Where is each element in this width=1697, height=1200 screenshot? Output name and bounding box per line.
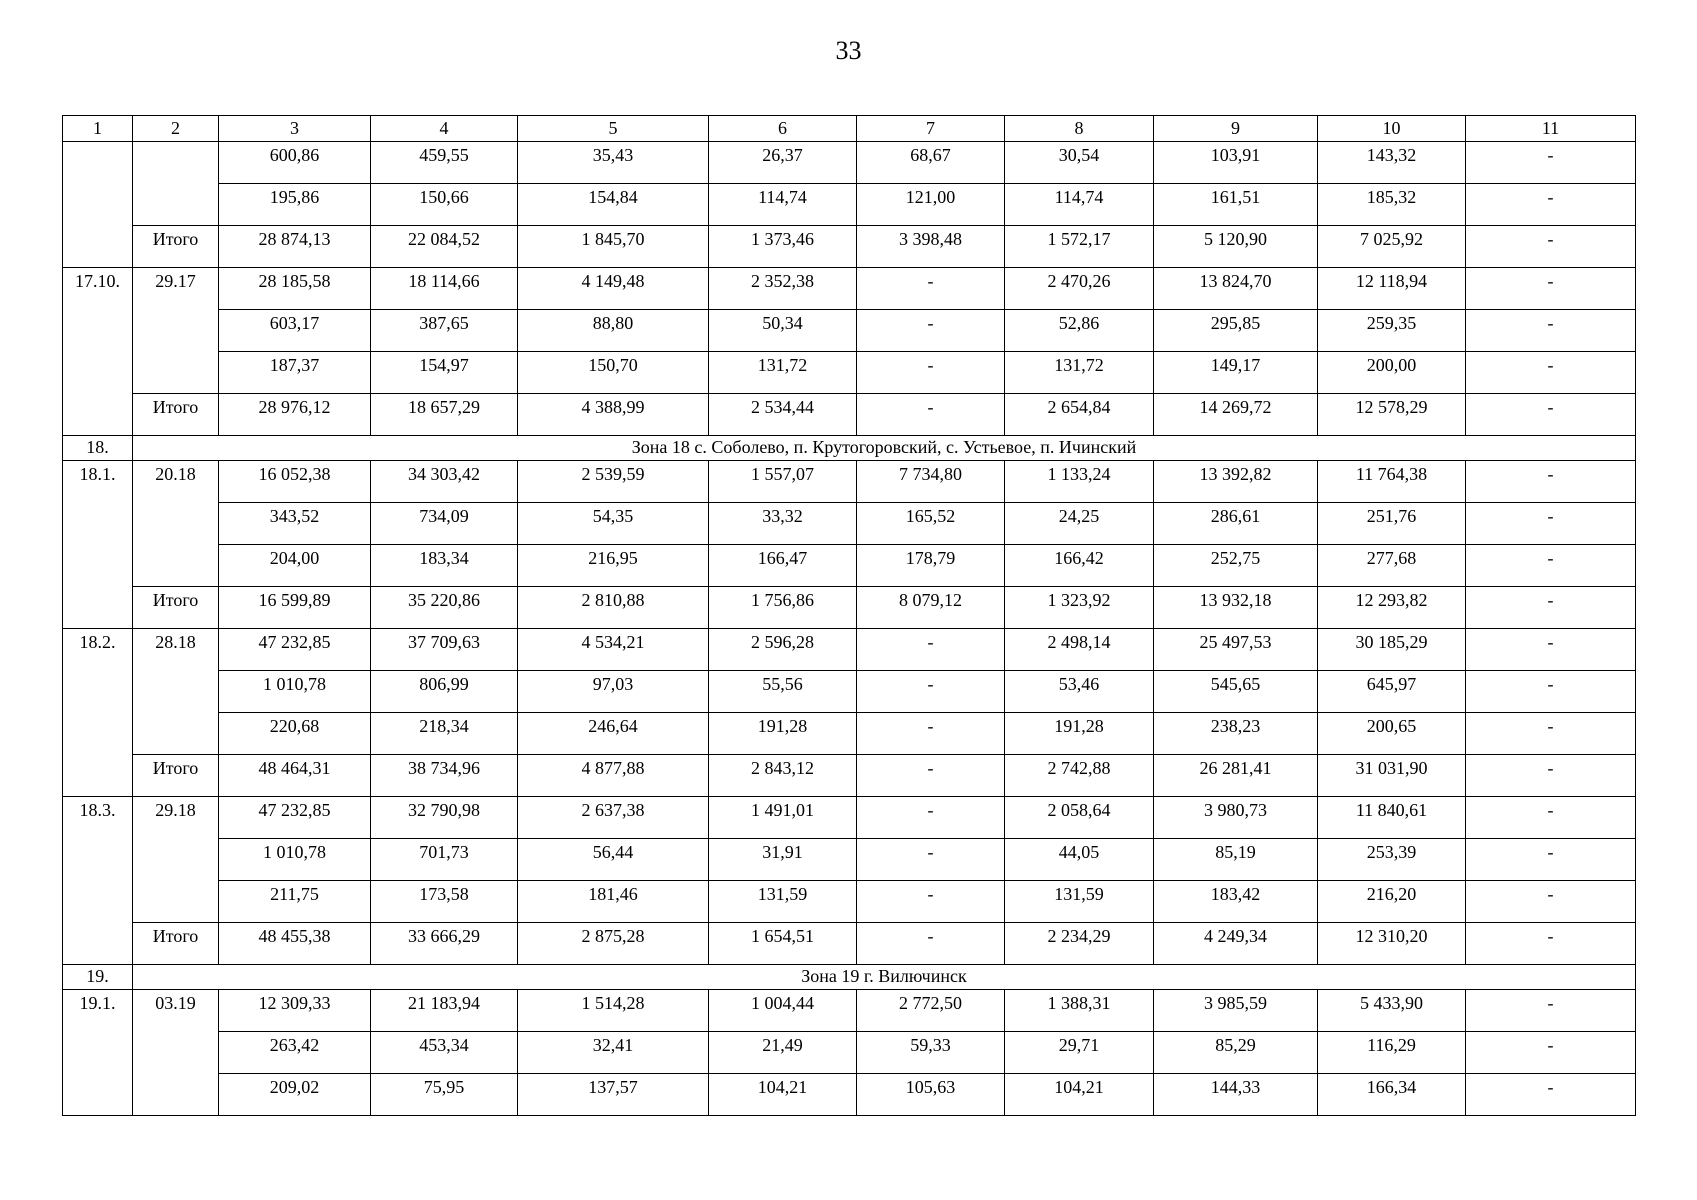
table-body: [63, 142, 1636, 1116]
table-cell: 143,32: [1318, 142, 1466, 184]
total-label: Итого: [133, 755, 219, 797]
table-cell: -: [1466, 394, 1636, 436]
table-cell: 2 498,14: [1005, 629, 1154, 671]
table-cell: 2 470,26: [1005, 268, 1154, 310]
table-cell: 600,86: [219, 142, 371, 184]
table-cell: 44,05: [1005, 839, 1154, 881]
table-cell: 183,34: [371, 545, 518, 587]
table-cell: -: [1466, 226, 1636, 268]
table-cell: 18 114,66: [371, 268, 518, 310]
table-cell: 187,37: [219, 352, 371, 394]
table-cell: 16 599,89: [219, 587, 371, 629]
table-cell: 131,59: [1005, 881, 1154, 923]
table-cell: 150,70: [518, 352, 709, 394]
table-cell: -: [1466, 461, 1636, 503]
item-code: 29.18: [133, 797, 219, 923]
table-cell: 11 764,38: [1318, 461, 1466, 503]
table-cell: 2 596,28: [709, 629, 857, 671]
table-cell: 204,00: [219, 545, 371, 587]
item-number: [63, 142, 133, 268]
table-cell: 32 790,98: [371, 797, 518, 839]
table-cell: 165,52: [857, 503, 1005, 545]
table-cell: -: [1466, 629, 1636, 671]
item-number: 19.1.: [63, 990, 133, 1116]
table-cell: 144,33: [1154, 1074, 1318, 1116]
table-cell: 387,65: [371, 310, 518, 352]
table-cell: 21 183,94: [371, 990, 518, 1032]
total-label: Итого: [133, 923, 219, 965]
table-cell: 166,42: [1005, 545, 1154, 587]
item-code: 28.18: [133, 629, 219, 755]
table-cell: 103,91: [1154, 142, 1318, 184]
zone-title: Зона 19 г. Вилючинск: [133, 965, 1636, 990]
table-cell: 1 514,28: [518, 990, 709, 1032]
table-cell: -: [857, 713, 1005, 755]
column-header: 4: [371, 116, 518, 142]
table-row: [63, 713, 1636, 755]
table-cell: -: [857, 881, 1005, 923]
table-cell: 105,63: [857, 1074, 1005, 1116]
table-cell: 2 539,59: [518, 461, 709, 503]
table-cell: 173,58: [371, 881, 518, 923]
table-cell: 806,99: [371, 671, 518, 713]
table-row: [63, 1074, 1636, 1116]
table-cell: 3 980,73: [1154, 797, 1318, 839]
table-cell: 54,35: [518, 503, 709, 545]
table-cell: -: [857, 268, 1005, 310]
table-cell: 343,52: [219, 503, 371, 545]
table-cell: -: [1466, 1074, 1636, 1116]
table-cell: 75,95: [371, 1074, 518, 1116]
table-cell: 47 232,85: [219, 797, 371, 839]
item-number: 18.3.: [63, 797, 133, 965]
zone-row: [63, 436, 1636, 461]
table-cell: 14 269,72: [1154, 394, 1318, 436]
table-cell: 33 666,29: [371, 923, 518, 965]
table-row: [63, 755, 1636, 797]
table-cell: 11 840,61: [1318, 797, 1466, 839]
table-cell: 191,28: [709, 713, 857, 755]
table-cell: 28 976,12: [219, 394, 371, 436]
column-header: 9: [1154, 116, 1318, 142]
item-code: 29.17: [133, 268, 219, 394]
table-cell: -: [1466, 839, 1636, 881]
table-row: [63, 184, 1636, 226]
table-cell: 1 845,70: [518, 226, 709, 268]
table-cell: 21,49: [709, 1032, 857, 1074]
table-cell: 259,35: [1318, 310, 1466, 352]
table-row: [63, 503, 1636, 545]
table-cell: 545,65: [1154, 671, 1318, 713]
table-cell: 131,59: [709, 881, 857, 923]
table-cell: -: [1466, 797, 1636, 839]
table-row: [63, 268, 1636, 310]
table-cell: 1 557,07: [709, 461, 857, 503]
table-cell: 251,76: [1318, 503, 1466, 545]
table-cell: 29,71: [1005, 1032, 1154, 1074]
table-cell: 38 734,96: [371, 755, 518, 797]
table-cell: 55,56: [709, 671, 857, 713]
table-cell: 216,20: [1318, 881, 1466, 923]
table-cell: 114,74: [1005, 184, 1154, 226]
table-cell: -: [857, 797, 1005, 839]
table-cell: 33,32: [709, 503, 857, 545]
table-cell: 195,86: [219, 184, 371, 226]
table-cell: 4 249,34: [1154, 923, 1318, 965]
table-cell: 246,64: [518, 713, 709, 755]
table-cell: 114,74: [709, 184, 857, 226]
table-cell: 12 309,33: [219, 990, 371, 1032]
table-cell: -: [857, 839, 1005, 881]
table-cell: 35,43: [518, 142, 709, 184]
table-cell: 277,68: [1318, 545, 1466, 587]
table-cell: 295,85: [1154, 310, 1318, 352]
table-cell: 1 010,78: [219, 671, 371, 713]
table-cell: 453,34: [371, 1032, 518, 1074]
table-cell: 22 084,52: [371, 226, 518, 268]
table-cell: 7 025,92: [1318, 226, 1466, 268]
table-cell: 8 079,12: [857, 587, 1005, 629]
table-cell: 31 031,90: [1318, 755, 1466, 797]
table-cell: -: [1466, 923, 1636, 965]
table-cell: 238,23: [1154, 713, 1318, 755]
table-row: [63, 923, 1636, 965]
table-cell: 31,91: [709, 839, 857, 881]
table-cell: 166,34: [1318, 1074, 1466, 1116]
column-header: 1: [63, 116, 133, 142]
table-cell: 253,39: [1318, 839, 1466, 881]
table-cell: 154,84: [518, 184, 709, 226]
table-row: [63, 226, 1636, 268]
column-header: 3: [219, 116, 371, 142]
table-cell: -: [857, 352, 1005, 394]
table-cell: 286,61: [1154, 503, 1318, 545]
table-cell: 5 120,90: [1154, 226, 1318, 268]
table-cell: 1 491,01: [709, 797, 857, 839]
table-cell: 4 149,48: [518, 268, 709, 310]
table-cell: 104,21: [709, 1074, 857, 1116]
table-cell: 1 010,78: [219, 839, 371, 881]
table-cell: 53,46: [1005, 671, 1154, 713]
table-cell: 218,34: [371, 713, 518, 755]
table-cell: 149,17: [1154, 352, 1318, 394]
zone-number: 18.: [63, 436, 133, 461]
column-header: 8: [1005, 116, 1154, 142]
table-cell: -: [1466, 587, 1636, 629]
table-cell: 47 232,85: [219, 629, 371, 671]
table-cell: 2 875,28: [518, 923, 709, 965]
item-code: 03.19: [133, 990, 219, 1116]
column-header: 11: [1466, 116, 1636, 142]
table-row: [63, 629, 1636, 671]
table-cell: -: [1466, 503, 1636, 545]
table-cell: 154,97: [371, 352, 518, 394]
item-code: [133, 142, 219, 226]
table-cell: -: [1466, 268, 1636, 310]
table-cell: 18 657,29: [371, 394, 518, 436]
table-cell: 1 004,44: [709, 990, 857, 1032]
table-cell: 220,68: [219, 713, 371, 755]
table-cell: 104,21: [1005, 1074, 1154, 1116]
table-cell: 50,34: [709, 310, 857, 352]
table-cell: -: [1466, 990, 1636, 1032]
total-label: Итого: [133, 587, 219, 629]
table-cell: 137,57: [518, 1074, 709, 1116]
table-cell: 1 373,46: [709, 226, 857, 268]
table-cell: 12 578,29: [1318, 394, 1466, 436]
tariff-table: [62, 115, 1636, 1116]
table-cell: -: [1466, 310, 1636, 352]
zone-title: Зона 18 с. Соболево, п. Крутогоровский, с. Устьевое, п. Ичинский: [133, 436, 1636, 461]
table-row: [63, 671, 1636, 713]
table-cell: -: [1466, 545, 1636, 587]
table-cell: 16 052,38: [219, 461, 371, 503]
table-cell: -: [1466, 671, 1636, 713]
item-number: 18.1.: [63, 461, 133, 629]
table-cell: 131,72: [709, 352, 857, 394]
table-cell: -: [1466, 184, 1636, 226]
table-row: [63, 839, 1636, 881]
page-number: 33: [835, 36, 862, 65]
table-cell: 200,00: [1318, 352, 1466, 394]
table-cell: 4 877,88: [518, 755, 709, 797]
table-cell: 48 464,31: [219, 755, 371, 797]
table-row: [63, 990, 1636, 1032]
table-cell: 59,33: [857, 1032, 1005, 1074]
table-cell: 3 985,59: [1154, 990, 1318, 1032]
table-cell: -: [1466, 713, 1636, 755]
column-header: 6: [709, 116, 857, 142]
table-cell: 13 932,18: [1154, 587, 1318, 629]
table-cell: 85,19: [1154, 839, 1318, 881]
table-cell: 2 637,38: [518, 797, 709, 839]
table-row: [63, 797, 1636, 839]
table-cell: 12 118,94: [1318, 268, 1466, 310]
table-cell: 178,79: [857, 545, 1005, 587]
table-cell: 2 843,12: [709, 755, 857, 797]
table-cell: 28 874,13: [219, 226, 371, 268]
table-row: [63, 461, 1636, 503]
table-cell: 1 133,24: [1005, 461, 1154, 503]
table-cell: 216,95: [518, 545, 709, 587]
table-cell: 3 398,48: [857, 226, 1005, 268]
table-cell: 88,80: [518, 310, 709, 352]
table-cell: 263,42: [219, 1032, 371, 1074]
table-cell: 32,41: [518, 1032, 709, 1074]
table-cell: 4 534,21: [518, 629, 709, 671]
column-header: 2: [133, 116, 219, 142]
table-cell: 37 709,63: [371, 629, 518, 671]
table-cell: 185,32: [1318, 184, 1466, 226]
column-header-row: [63, 116, 1636, 142]
table-cell: 1 388,31: [1005, 990, 1154, 1032]
table-cell: 12 293,82: [1318, 587, 1466, 629]
table-cell: 48 455,38: [219, 923, 371, 965]
table-cell: 97,03: [518, 671, 709, 713]
table-cell: 1 654,51: [709, 923, 857, 965]
table-cell: 30,54: [1005, 142, 1154, 184]
table-cell: 35 220,86: [371, 587, 518, 629]
table-cell: 2 352,38: [709, 268, 857, 310]
table-cell: 211,75: [219, 881, 371, 923]
table-cell: 5 433,90: [1318, 990, 1466, 1032]
table-cell: 68,67: [857, 142, 1005, 184]
table-cell: 1 756,86: [709, 587, 857, 629]
table-cell: 52,86: [1005, 310, 1154, 352]
table-row: [63, 142, 1636, 184]
table-cell: 181,46: [518, 881, 709, 923]
table-row: [63, 881, 1636, 923]
table-cell: -: [857, 629, 1005, 671]
table-cell: 13 824,70: [1154, 268, 1318, 310]
table-cell: 183,42: [1154, 881, 1318, 923]
table-cell: -: [1466, 1032, 1636, 1074]
table-cell: 459,55: [371, 142, 518, 184]
table-cell: -: [857, 671, 1005, 713]
total-label: Итого: [133, 226, 219, 268]
table-cell: -: [857, 310, 1005, 352]
table-cell: 2 058,64: [1005, 797, 1154, 839]
table-cell: 26,37: [709, 142, 857, 184]
table-cell: 30 185,29: [1318, 629, 1466, 671]
table-cell: 56,44: [518, 839, 709, 881]
table-cell: 12 310,20: [1318, 923, 1466, 965]
item-number: 18.2.: [63, 629, 133, 797]
table-cell: 200,65: [1318, 713, 1466, 755]
table-cell: 28 185,58: [219, 268, 371, 310]
table-cell: 13 392,82: [1154, 461, 1318, 503]
table-cell: 603,17: [219, 310, 371, 352]
zone-number: 19.: [63, 965, 133, 990]
table-row: [63, 587, 1636, 629]
table-cell: -: [857, 755, 1005, 797]
table-cell: 121,00: [857, 184, 1005, 226]
table-row: [63, 352, 1636, 394]
table-cell: 2 654,84: [1005, 394, 1154, 436]
table-cell: 2 534,44: [709, 394, 857, 436]
item-code: 20.18: [133, 461, 219, 587]
table-cell: 701,73: [371, 839, 518, 881]
table-cell: 4 388,99: [518, 394, 709, 436]
table-cell: 161,51: [1154, 184, 1318, 226]
table-row: [63, 394, 1636, 436]
item-number: 17.10.: [63, 268, 133, 436]
table-cell: 252,75: [1154, 545, 1318, 587]
table-cell: 131,72: [1005, 352, 1154, 394]
table-cell: 2 772,50: [857, 990, 1005, 1032]
table-cell: -: [1466, 142, 1636, 184]
table-row: [63, 545, 1636, 587]
table-cell: 1 323,92: [1005, 587, 1154, 629]
table-row: [63, 310, 1636, 352]
table-cell: 1 572,17: [1005, 226, 1154, 268]
table-cell: 2 742,88: [1005, 755, 1154, 797]
zone-row: [63, 965, 1636, 990]
column-header: 5: [518, 116, 709, 142]
table-cell: 645,97: [1318, 671, 1466, 713]
table-cell: -: [857, 923, 1005, 965]
total-label: Итого: [133, 394, 219, 436]
table-cell: 2 810,88: [518, 587, 709, 629]
table-cell: 2 234,29: [1005, 923, 1154, 965]
table-cell: 34 303,42: [371, 461, 518, 503]
table-cell: 734,09: [371, 503, 518, 545]
table-cell: 150,66: [371, 184, 518, 226]
table-cell: 26 281,41: [1154, 755, 1318, 797]
table-cell: 116,29: [1318, 1032, 1466, 1074]
table-cell: 85,29: [1154, 1032, 1318, 1074]
table-cell: 166,47: [709, 545, 857, 587]
table-cell: -: [1466, 755, 1636, 797]
column-header: 10: [1318, 116, 1466, 142]
table-cell: -: [857, 394, 1005, 436]
table-cell: -: [1466, 352, 1636, 394]
table-cell: 24,25: [1005, 503, 1154, 545]
table-cell: 191,28: [1005, 713, 1154, 755]
column-header: 7: [857, 116, 1005, 142]
table-cell: -: [1466, 881, 1636, 923]
table-cell: 25 497,53: [1154, 629, 1318, 671]
table-cell: 7 734,80: [857, 461, 1005, 503]
table-row: [63, 1032, 1636, 1074]
table-cell: 209,02: [219, 1074, 371, 1116]
